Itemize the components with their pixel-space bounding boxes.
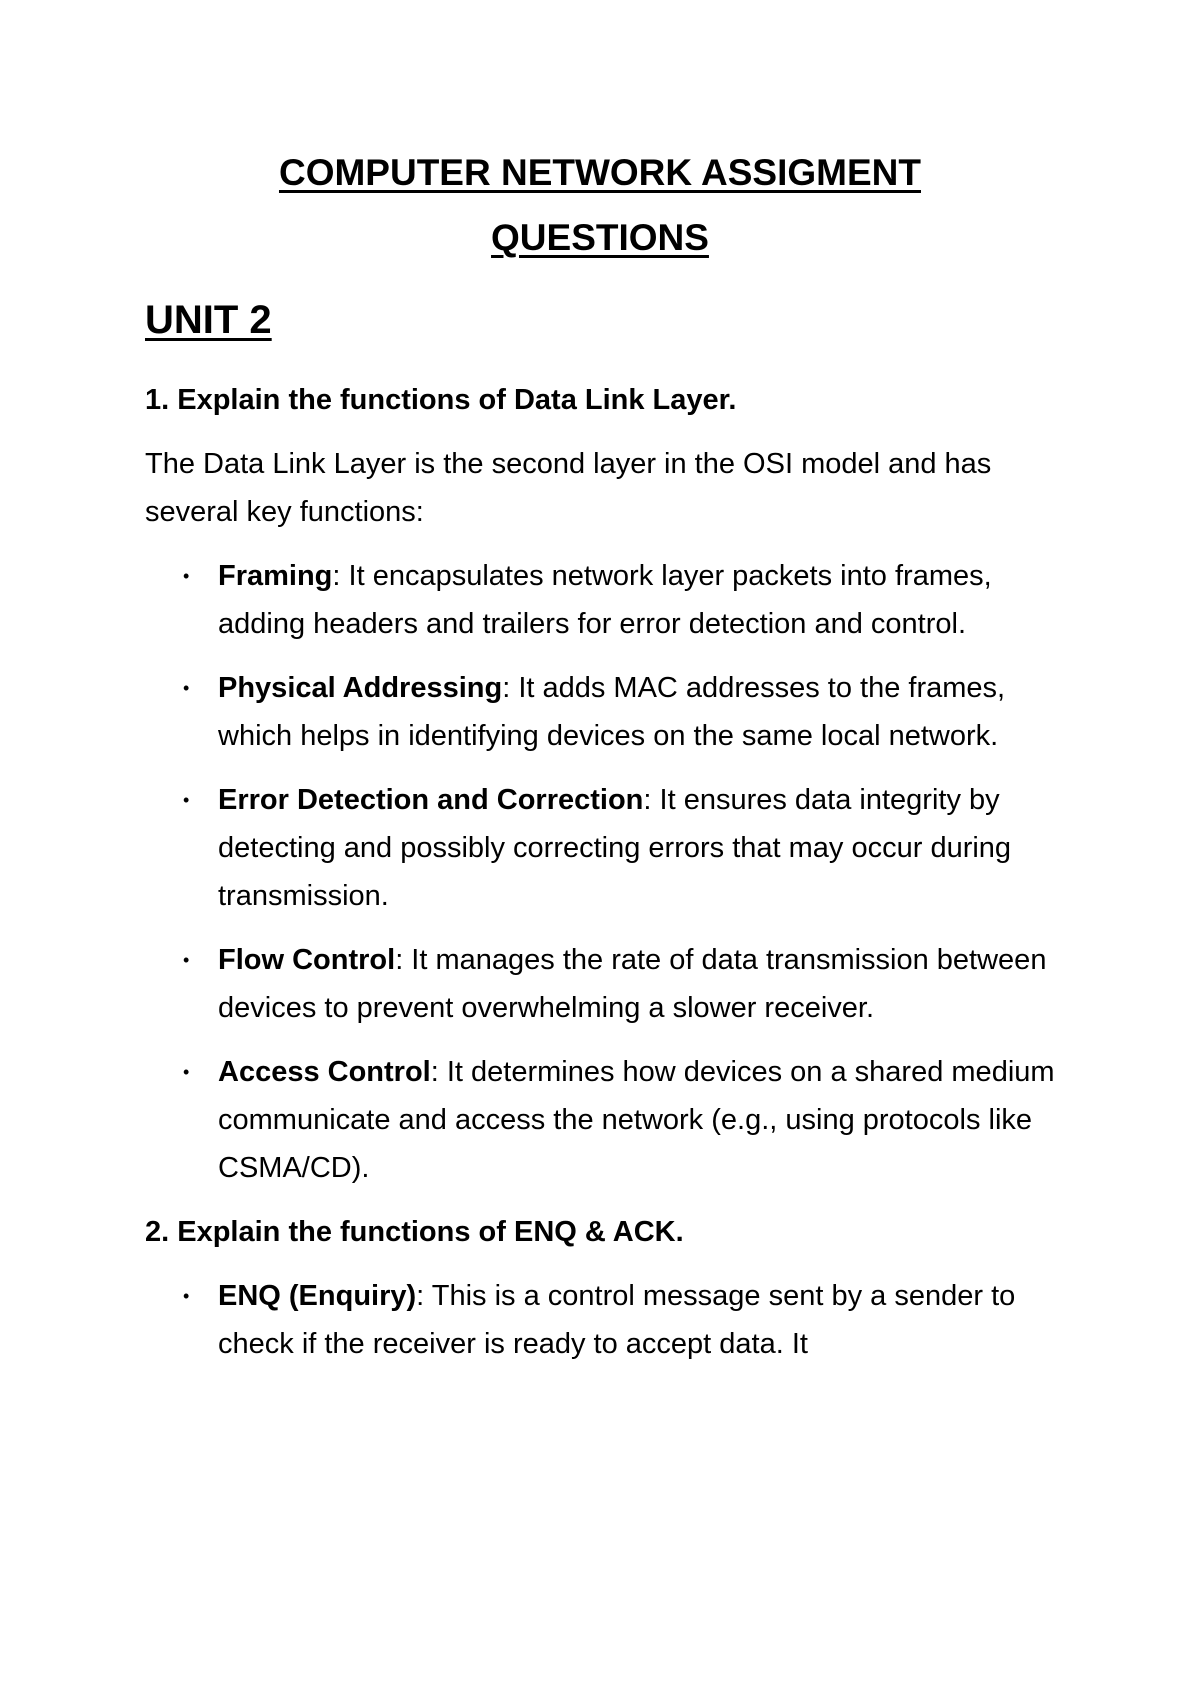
list-item-access-control	[145, 1048, 1075, 1192]
list-item-text: : It ensures data integrity by detecting and possibly correcting errors that may occur during transmission.	[218, 784, 1012, 912]
question-1-function-list	[145, 552, 1075, 1192]
bullet-icon: •	[183, 1062, 190, 1082]
list-item-error-detection	[145, 776, 1075, 920]
bullet-icon: •	[183, 678, 190, 698]
list-item-term: ENQ (Enquiry)	[218, 1280, 417, 1312]
question-1-intro: The Data Link Layer is the second layer in the OSI model and has several key functions:	[145, 448, 992, 528]
document-title-line2: QUESTIONS	[491, 217, 709, 258]
question-2: 2. Explain the functions of ENQ & ACK.	[145, 1216, 684, 1248]
question-2-function-list	[145, 1272, 1075, 1368]
list-item-term: Physical Addressing	[218, 672, 503, 704]
list-item-text: : This is a control message sent by a sender to check if the receiver is ready to accept data. It	[218, 1280, 1016, 1360]
bullet-icon: •	[183, 1286, 190, 1306]
list-item-term: Access Control	[218, 1056, 431, 1088]
document-body	[145, 376, 1075, 1384]
bullet-icon: •	[183, 566, 190, 586]
list-item-flow-control	[145, 936, 1075, 1032]
unit-heading: UNIT 2	[145, 298, 272, 342]
list-item-text: : It manages the rate of data transmission between devices to prevent overwhelming a slower receiver.	[218, 944, 1047, 1024]
list-item-text: : It adds MAC addresses to the frames, which helps in identifying devices on the same local network.	[218, 672, 1006, 752]
list-item-text: : It determines how devices on a shared medium communicate and access the network (e.g., using protocols like CSMA/CD).	[218, 1056, 1055, 1184]
list-item-framing	[145, 552, 1075, 648]
list-item-physical-addressing	[145, 664, 1075, 760]
list-item-term: Flow Control	[218, 944, 396, 976]
list-item-term: Framing	[218, 560, 333, 592]
bullet-icon: •	[183, 950, 190, 970]
list-item-term: Error Detection and Correction	[218, 784, 644, 816]
document-title-line1: COMPUTER NETWORK ASSIGMENT	[278, 152, 921, 193]
list-item-enq	[145, 1272, 1075, 1368]
question-1: 1. Explain the functions of Data Link Layer.	[145, 384, 737, 416]
list-item-text: : It encapsulates network layer packets into frames, adding headers and trailers for error detection and control.	[218, 560, 992, 640]
bullet-icon: •	[183, 790, 190, 810]
